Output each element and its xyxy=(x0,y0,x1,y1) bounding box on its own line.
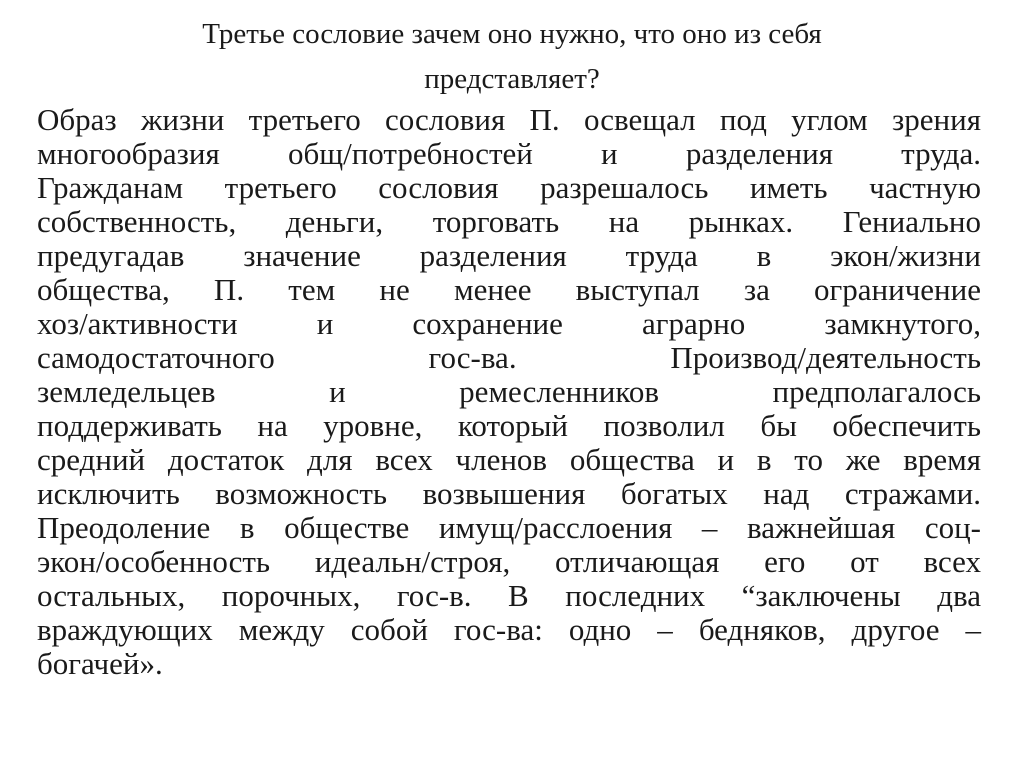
body-line: остальных, порочных, гос-в. В последних “заключены два xyxy=(37,578,981,613)
body-line: поддерживать на уровне, который позволил бы обеспечить xyxy=(37,408,981,443)
body-line: предугадав значение разделения труда в экон/жизни xyxy=(37,238,981,273)
slide-title: Третье сословие зачем оно нужно, что оно из себя представляет? xyxy=(202,18,822,95)
body-line: самодостаточного гос-ва. Производ/деятельность xyxy=(37,340,981,375)
body-line: исключить возможность возвышения богатых над стражами. xyxy=(37,476,981,511)
body-line: Гражданам третьего сословия разрешалось иметь частную xyxy=(37,170,981,205)
body-line: Образ жизни третьего сословия П. освещал под углом зрения xyxy=(37,102,981,137)
body-line: враждующих между собой гос-ва: одно – бедняков, другое – xyxy=(37,612,981,647)
slide-body-text xyxy=(37,103,981,681)
body-line: хоз/активности и сохранение аграрно замкнутого, xyxy=(37,306,981,341)
body-line: многообразия общ/потребностей и разделения труда. xyxy=(37,136,981,171)
body-line: общества, П. тем не менее выступал за ограничение xyxy=(37,272,981,307)
body-line: земледельцев и ремесленников предполагалось xyxy=(37,374,981,409)
body-line: собственность, деньги, торговать на рынках. Гениально xyxy=(37,204,981,239)
body-line: экон/особенность идеальн/строя, отличающая его от всех xyxy=(37,544,981,579)
body-line: средний достаток для всех членов общества и в то же время xyxy=(37,442,981,477)
body-line: богачей». xyxy=(37,646,163,681)
body-line: Преодоление в обществе имущ/расслоения – важнейшая соц- xyxy=(37,510,981,545)
